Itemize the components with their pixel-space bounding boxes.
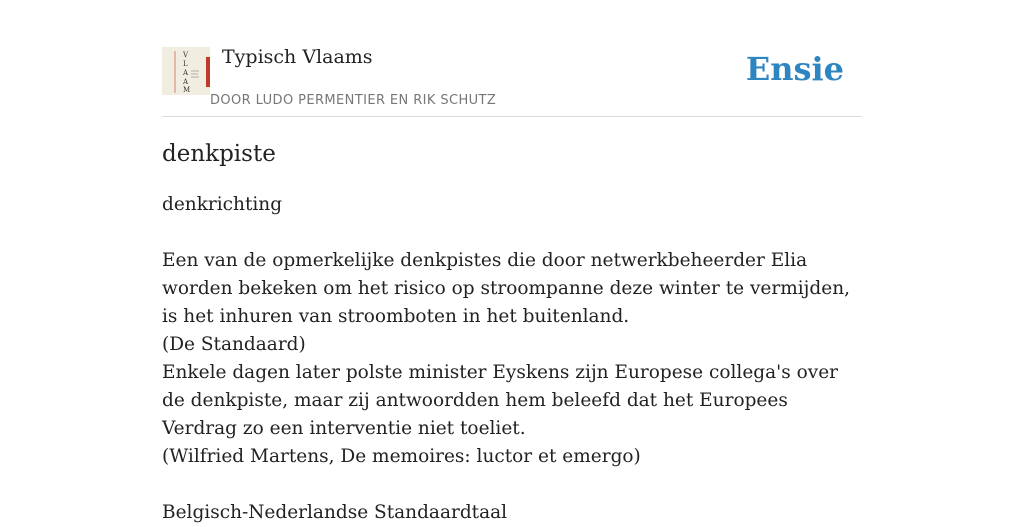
cover-letter: V — [183, 51, 189, 59]
example-source: (De Standaard) — [162, 334, 306, 355]
paragraph-gap — [162, 219, 862, 247]
entry-body — [162, 191, 862, 527]
dictionary-title[interactable]: Typisch Vlaams — [222, 46, 373, 68]
entry-content — [162, 138, 862, 527]
book-cover-graphic — [162, 47, 210, 95]
book-cover-icon[interactable] — [162, 47, 210, 95]
cover-letter: A — [183, 69, 189, 77]
example-quote: Enkele dagen later polste minister Eyskens zijn Europese collega's over de denkpiste, maar zij antwoordden hem beleefd dat het Europees Verdrag zo een interventie niet toeliet. — [162, 362, 838, 439]
ensie-logo-link[interactable]: Ensie — [745, 50, 844, 88]
example-quote: Een van de opmerkelijke denkpistes die door netwerkbeheerder Elia worden bekeken om het risico op stroompanne deze winter te vermijden, is het inhuren van stroomboten in het buitenland. — [162, 250, 851, 327]
definition: denkrichting — [162, 194, 283, 215]
paragraph-gap — [162, 471, 862, 499]
dictionary-authors: DOOR LUDO PERMENTIER EN RIK SCHUTZ — [210, 93, 497, 108]
headword: denkpiste — [162, 141, 276, 167]
language-variant-label: Belgisch-Nederlandse Standaardtaal — [162, 502, 508, 523]
cover-letter: M — [183, 86, 191, 94]
cover-letter: A — [183, 78, 189, 86]
example-source: (Wilfried Martens, De memoires: luctor et emergo) — [162, 446, 641, 467]
site-header — [162, 40, 862, 117]
cover-letter: L — [183, 60, 188, 68]
